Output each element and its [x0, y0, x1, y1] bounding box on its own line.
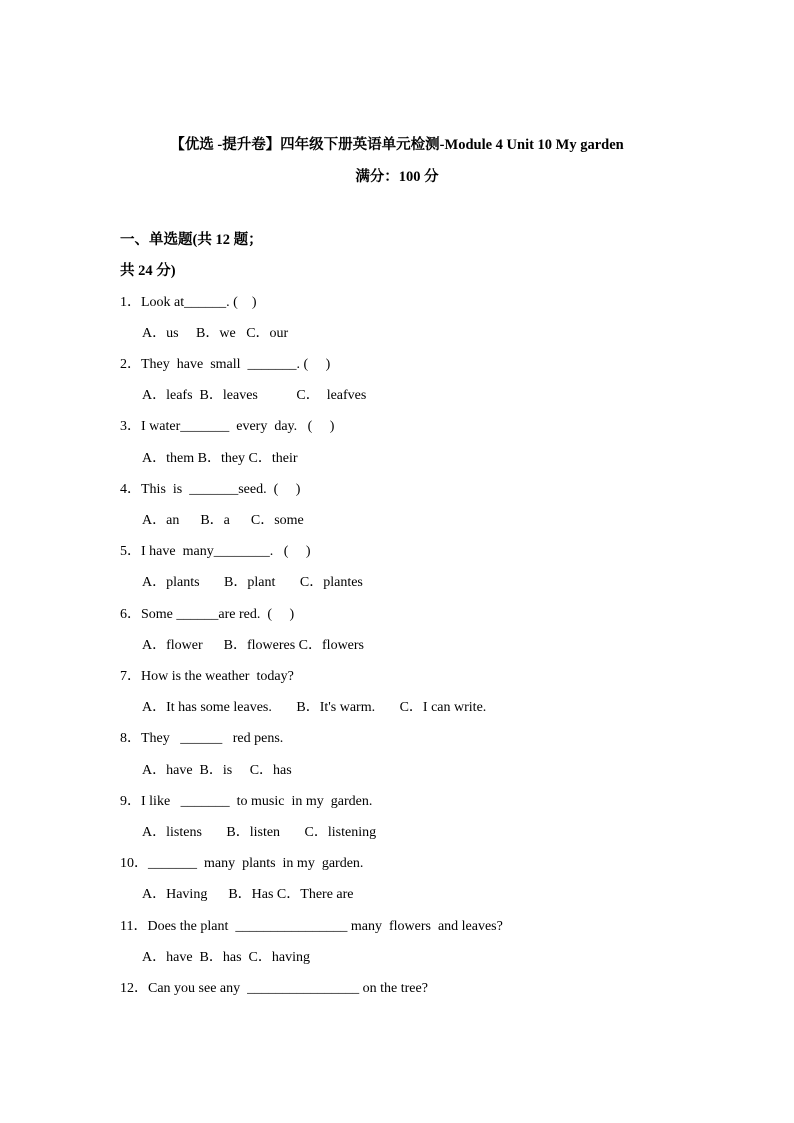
question-4: 4．This is _______seed. ( ) — [120, 482, 301, 497]
question-5: 5．I have many________. ( ) — [120, 544, 311, 559]
question-8: 8．They ______ red pens. — [120, 731, 284, 746]
question-9: 9．I like _______ to music in my garden. — [120, 794, 373, 809]
question-2-options: A．leafs B．leaves C． leafves — [142, 388, 367, 403]
question-12: 12．Can you see any ________________ on the tree? — [120, 981, 428, 996]
question-6: 6．Some ______are red. ( ) — [120, 607, 295, 622]
question-6-options: A．flower B．floweres C．flowers — [142, 638, 365, 653]
question-1-options: A．us B．we C．our — [142, 326, 289, 341]
question-3: 3．I water_______ every day. ( ) — [120, 419, 335, 434]
question-4-options: A．an B．a C．some — [142, 513, 304, 528]
question-8-options: A．have B．is C．has — [142, 763, 292, 778]
question-7-options: A．It has some leaves. B．It's warm. C．I can write. — [142, 700, 487, 715]
section-heading: 一、单选题(共 12 题； — [120, 232, 263, 248]
question-1: 1．Look at______. ( ) — [120, 295, 257, 310]
question-5-options: A．plants B．plant C．plantes — [142, 575, 363, 590]
full-score: 满分：100 分 — [355, 169, 439, 185]
question-3-options: A．them B．they C．their — [142, 451, 298, 466]
question-10-options: A．Having B．Has C．There are — [142, 887, 354, 902]
question-2: 2．They have small _______. ( ) — [120, 357, 331, 372]
question-10: 10．_______ many plants in my garden. — [120, 856, 364, 871]
question-11-options: A．have B．has C．having — [142, 950, 310, 965]
question-7: 7．How is the weather today? — [120, 669, 294, 684]
section-heading-points: 共 24 分) — [120, 263, 176, 279]
question-11: 11．Does the plant ________________ many flowers and leaves? — [120, 919, 503, 934]
page-title: 【优选 -提升卷】四年级下册英语单元检测-Module 4 Unit 10 My garden — [170, 137, 624, 153]
question-9-options: A．listens B．listen C．listening — [142, 825, 377, 840]
